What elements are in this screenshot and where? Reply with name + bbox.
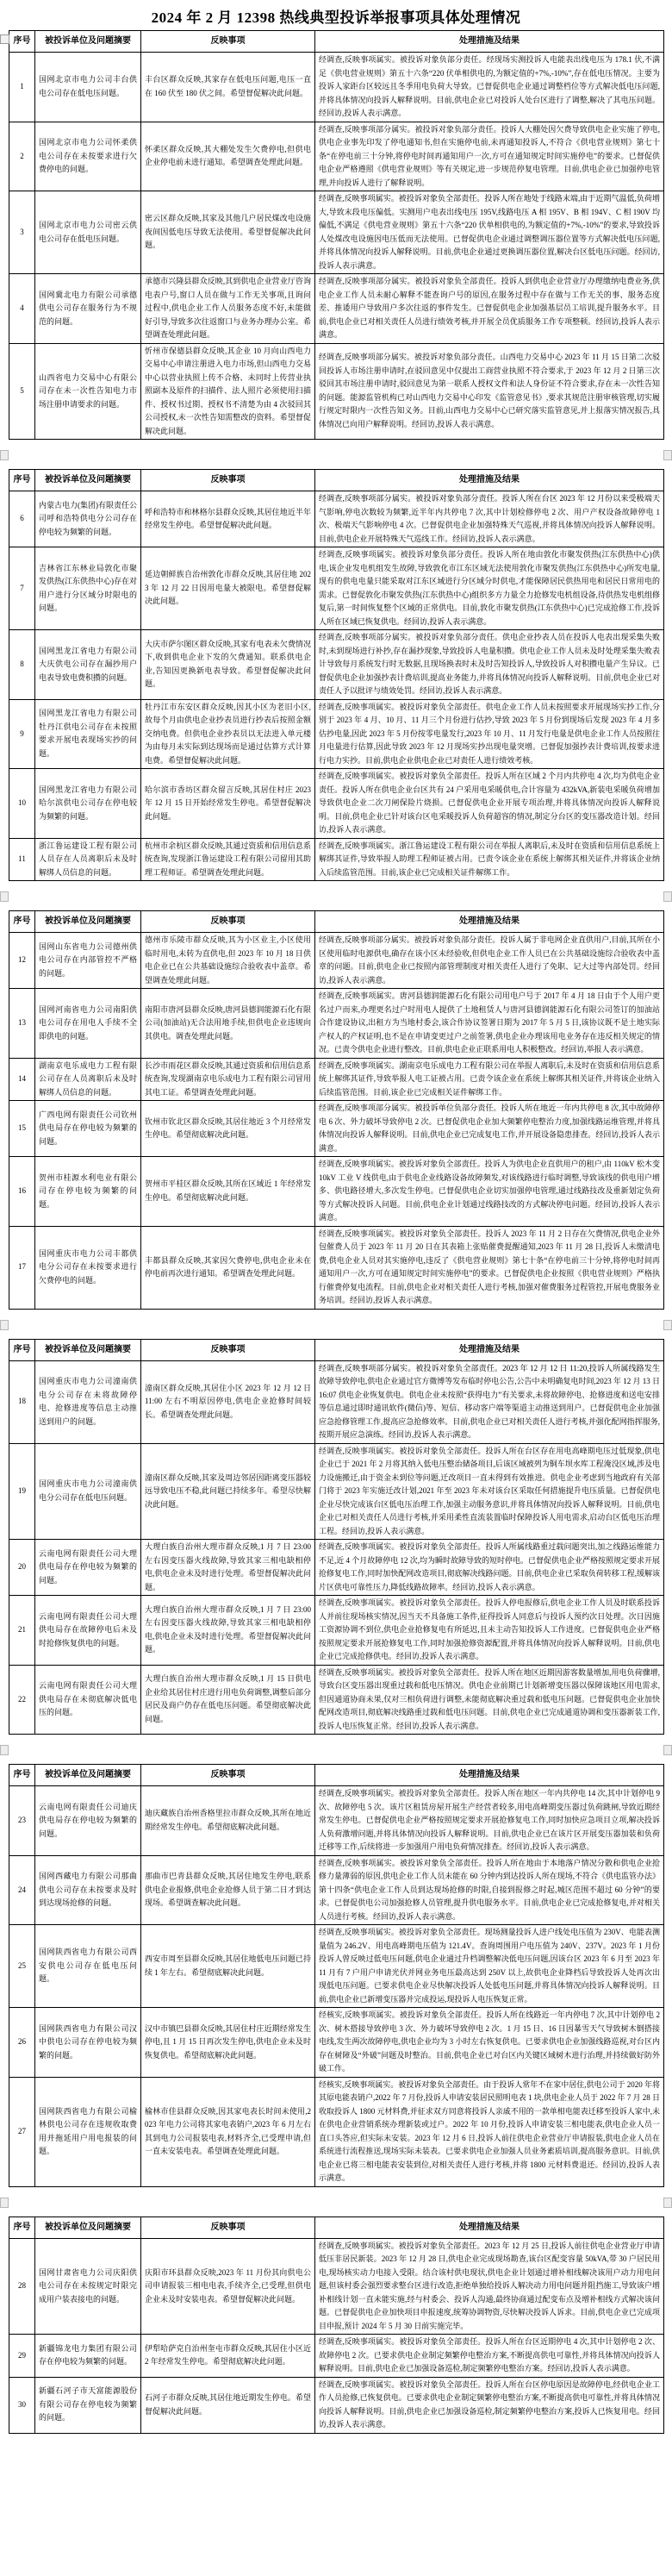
- cell-unit: 新疆锦龙电力集团有限公司存在停电较为频繁的问题。: [35, 2335, 141, 2378]
- table-row: [9, 1226, 664, 1309]
- column-header-result: 处理措施及结果: [315, 470, 664, 491]
- cell-unit: 国网黑龙江省电力有限公司牡丹江供电公司存在未按照要求开展电表现场实抄的问题。: [35, 699, 141, 769]
- cell-result: 经调查,反映事项属实。唐河县德润能源石化有限公司用电户号于 2017 年 4 月 18 日由于个人用户更名过户而来,办理更名过户时用电人提供了土地租赁人与唐河县德润能源石化有限公司签订的加油站合作建设协议,出租方为当地村委会,该合作协议签署日期为 2017 年 5 月 5 日,该协议既不是土地实际产权人的产权证明,也不是在申请变更过户之前签署,供电企业办理该用电业务存在违反相关规定的情况。已责令供电企业进行整改。目前,供电企业正联系用电人积极整改。经回访,举报人表示满意。: [315, 989, 664, 1059]
- page-break-gap: [0, 881, 672, 910]
- cell-unit: 广西电网有限责任公司钦州供电局存在停电较为频繁的问题。: [35, 1101, 141, 1157]
- cell-unit: 国网陕西省电力有限公司汉中供电公司存在停电较为频繁的问题。: [35, 2008, 141, 2078]
- table-row: [9, 838, 664, 881]
- cell-result: 经调查,反映事项属实。被投诉对象负全部责任。2023 年 12 月 25 日,投诉人前往供电企业营业厅申请低压非居民新装。2023 年 12 月 28 日,供电企业完成现场勘查,该台区配变容量 50kVA,带 30 户居民用电,现场核实动力电接入受限。结合该村供电现状,供电企业计划通过增补相线解决该用户动力用电问题,但该村委会强烈要求整台区进行改造,拒绝单独给投诉人解决动力用电问题并阻挡施工,导致该户增补相线计划一直未能实施,经与村委会、投诉人沟通,最终协商通过配变布点及增补相线方式解决该问题。已督促供电企业加快项目申报速度,统筹协调物资,尽快解决投诉人诉求。目前,供电企业已完成项目申报,预计 2024 年 5 月 30 日前实施完毕。: [315, 2238, 664, 2335]
- table-handle-artifact: [0, 34, 9, 44]
- column-header-matter: 反映事项: [141, 911, 315, 933]
- cell-unit: 国网重庆市电力公司潼南供电分公司存在未将故障停电、抢修进度等信息主动推送到用户的问题。: [35, 1360, 141, 1443]
- column-header-matter: 反映事项: [141, 470, 315, 491]
- cell-result: 经调查,反映事项部分属实。被投诉对象负部分责任。投诉人大棚处因欠费导致供电企业实施了停电,供电企业事先印发了停电通知书,但在实施停电前,未再通知投诉人,不符合《供电营业规则》第七十条“在停电前三十分钟,将停电时间再通知用户一次,方可在通知规定时间实施停电”的要求。已督促供电企业严格遵照《供电营业规则》等有关规定,进一步规范停复电管理。目前,供电企业已加强停电管理,并向投诉人进行了解释说明。: [315, 122, 664, 191]
- page-break-artifact: [663, 1745, 672, 1755]
- cell-unit: 云南电网有限责任公司大理供电局存在未彻底解决低电压的问题。: [35, 1665, 141, 1735]
- cell-unit: 贺州市桂源水利电业有限公司存在停电较为频繁的问题。: [35, 1157, 141, 1227]
- table-row: [9, 1786, 664, 1856]
- cell-unit: 云南电网有限责任公司迪庆供电局存在停电较为频繁的问题。: [35, 1786, 141, 1856]
- cell-matter: 迪庆藏族自治州香格里拉市群众反映,其所在地近期经常发生停电。希望彻底解决此问题。: [141, 1786, 315, 1856]
- column-header-result: 处理措施及结果: [315, 911, 664, 933]
- cell-matter: 承德市兴隆县群众反映,其到供电企业营业厅咨询电表户号,窗口人员在做与工作无关事项,且询问过程中,供电企业工作人员服务态度不好,未能做好引导,导致多次往返窗口与业务办理办公室。希望调查处理此问题。: [141, 274, 315, 344]
- cell-no: 3: [9, 191, 35, 274]
- cell-matter: 怀柔区群众反映,其大棚处发生欠费停电,但供电企业停电前未进行通知。希望调查处理此问题。: [141, 122, 315, 191]
- cell-result: 经调查,反映事项属实。浙江鲁运建设工程有限公司在举报人离职后,未及时在资质和信用信息系统上解绑其证件,导致举报人助理工程师证被占用。已责令该企业在系统上解绑其相关证件,并将该企业纳入后续监管范围。目前,该企业已完成相关证件解绑工作。: [315, 838, 664, 881]
- cell-result: 经调查,反映事项部分属实。被投诉对象负全部责任。投诉人到供电企业营业厅办理缴纳电费业务,供电企业工作人员未耐心解释不能查询户号的原因,在服务过程中存在做与工作无关的事、服务态度差、推诿用户导致用户多次往返的事件发生。已督促供电企业加强基层员工培训,提升服务水平。目前,供电企业已对相关责任人员进行绩效考核,并开展全员优质服务工作专项整顿。经回访,投诉人表示满意。: [315, 274, 664, 344]
- complaints-table-section: [9, 1339, 664, 1735]
- cell-matter: 那曲市巴青县群众反映,其居住地发生停电,联系供电企业报修,供电企业抢修人员于第二日才到达现场。希望调查解决此问题。: [141, 1855, 315, 1925]
- cell-unit: 国网北京市电力公司密云供电公司存在低电压问题。: [35, 191, 141, 274]
- page-break-gap: [0, 1310, 672, 1339]
- column-header-matter: 反映事项: [141, 1339, 315, 1360]
- page-break-artifact: [663, 2198, 672, 2208]
- cell-result: 经调查,反映事项属实。被投诉对象负全部责任。投诉人为供电企业直供用户的租户,由 110kV 松木变 10kV 工业 V 线供电,由于供电企业线路设备故障频发,对该线路进行临时调整,导致该线的供电用户增多、供电路径增大,多次发生停电。已督促供电企业切实加强停电管理,通过线路技改及重新划定负荷等方式解决投诉人问题。目前,供电企业计划通过线路技改的方式解决停电问题。经回访,投诉人表示满意。: [315, 1157, 664, 1227]
- cell-no: 15: [9, 1101, 35, 1157]
- cell-no: 11: [9, 838, 35, 881]
- table-row: [9, 2335, 664, 2378]
- cell-no: 18: [9, 1360, 35, 1443]
- table-row: [9, 2008, 664, 2078]
- page-break-gap: [0, 440, 672, 469]
- cell-unit: 内蒙古电力(集团)有限责任公司呼和浩特供电分公司存在停电较为频繁的问题。: [35, 491, 141, 547]
- table-row: [9, 1360, 664, 1443]
- table-row: [9, 343, 664, 440]
- cell-matter: 丰台区群众反映,其家存在低电压问题,电压一直在 160 伏至 180 伏之间。希望督促解决此问题。: [141, 53, 315, 122]
- table-row: [9, 191, 664, 274]
- cell-matter: 汉中市镇巴县群众反映,其居住村庄近期经常发生停电,且 1 月 15 日再次发生停电,供电企业未及时恢复供电。希望彻底解决此问题。: [141, 2008, 315, 2078]
- cell-no: 16: [9, 1157, 35, 1227]
- column-header-matter: 反映事项: [141, 31, 315, 53]
- column-header-no: 序号: [9, 2216, 35, 2238]
- table-row: [9, 1443, 664, 1540]
- cell-result: 经调查,反映事项属实。被投诉对象负全部责任。投诉人所在地区近期因游客数量增加,用电负荷骤增,导致台区变压器出现重过载和低电压情况。供电企业前期已计划新增变压器以保障该地区用电需求,但因通道协商未果,仅对三相负荷进行调整,未能彻底解决重过载和低电压问题。已督促供电企业加快配网改造项目,彻底解决线路重过载和低电压问题。目前,供电企业已完成通道协调和变压器新装工作,投诉人电压恢复正常。经回访,投诉人表示满意。: [315, 1665, 664, 1735]
- cell-matter: 潼南区群众反映,其家及周边邻居因距离变压器较远导致电压不稳,此问题已持续多年。希望尽快解决此问题。: [141, 1443, 315, 1540]
- column-header-unit: 被投诉单位及问题摘要: [35, 470, 141, 491]
- page-break-artifact: [663, 891, 672, 902]
- cell-matter: 呼和浩特市和林格尔县群众反映,其居住地近半年经常发生停电。希望督促解决此问题。: [141, 491, 315, 547]
- table-row: [9, 53, 664, 122]
- column-header-matter: 反映事项: [141, 1765, 315, 1786]
- cell-result: 经调查,反映事项部分属实。被投诉对象负部分责任。供电企业抄表人员在投诉人电表出现采集失败时,未到现场进行补抄,存在漏抄现象,导致投诉人电量积攒。供电企业工作人员未及时处理采集失败表计导致每月系统发行时无数据,且现场换表时未及时告知投诉人,导致投诉人对积攒电量产生异议。已督促供电企业加强抄表计费培训,提高业务能力,并将具体情况向投诉人解释说明。目前,供电企业已对责任人予以批评与绩效处罚。经回访,投诉人表示满意。: [315, 630, 664, 700]
- cell-matter: 牡丹江市东安区群众反映,因其小区为老旧小区,故每个月由供电企业抄表员进行抄表后按照金额交纳电费。但供电企业抄表员以无法进入单元楼为由每月未实际到达现场而是通过估算方式计算电费。希望督促解决此问题。: [141, 699, 315, 769]
- page-break-artifact: [0, 1745, 9, 1755]
- cell-unit: 浙江鲁运建设工程有限公司人员存在人员离职后未及时解绑人员信息的问题。: [35, 838, 141, 881]
- cell-result: 经调查,反映事项属实。被投诉对象负全部责任。投诉人所在区域 2 个月内共停电 4 次,均为供电企业责任。投诉人所在供电企业台区共有 24 户采用电采暖供电,合计容量为 432kVA,新装电采暖负荷增加导致供电企业二次刀闸保险片烧损。已督促供电企业开展专项治理,并将具体情况向投诉人解释说明。目前,供电企业已针对该台区电采暖投诉人负荷超容的情况,制定分台区的变压器改造计划。经回访,投诉人表示满意。: [315, 769, 664, 839]
- cell-no: 19: [9, 1443, 35, 1540]
- page-break-gap: [0, 2187, 672, 2216]
- cell-matter: 杭州市余杭区群众反映,其通过资质和信用信息系统查询,发现浙江鲁运建设工程有限公司留用其助理工程师证。希望调查处理此问题。: [141, 838, 315, 881]
- cell-matter: 石河子市群众反映,其居住地近期发生停电。希望督促解决此问题。: [141, 2377, 315, 2433]
- cell-unit: 国网河南省电力公司南阳供电公司存在用电人手续不全即供电的问题。: [35, 989, 141, 1059]
- table-row: [9, 1540, 664, 1596]
- column-header-result: 处理措施及结果: [315, 2216, 664, 2238]
- column-header-no: 序号: [9, 470, 35, 491]
- table-row: [9, 2238, 664, 2335]
- cell-result: 经调查,反映事项属实。被投诉对象负全部责任。投诉人所在台区停电原因是故障停电,经供电企业工作人员抢修,已恢复供电。已要求供电企业制定频繁停电整治方案,不断提高供电可靠性,并将具体情况向投诉人解释说明。目前,供电企业已加强设备巡检,制定频繁停电整治方案,投诉人已恢复用电。经回访,投诉人表示满意。: [315, 2377, 664, 2433]
- table-row: [9, 547, 664, 630]
- cell-result: 经调查,反映事项属实。被投诉对象负全部责任。投诉人所在地处于线路末端,由于近期气温低,负荷增大,导致末段电压偏低。实测用户电表出线电压 195V,线路电压 A 相 195V、B 相 194V、C 相 190V 均偏低,不满足《供电营业规则》第五十六条“220 伏单相供电的,为额定值的+7%,-10%”的要求,导致投诉人处煤改电设施因电压低而无法使用。已督促供电企业通过调整调压器位置等方式解决低电压问题,并将具体情况向投诉人解释说明。目前,供电企业通过更换调压器位置,解决台区低电压问题。经回访,投诉人表示满意。: [315, 191, 664, 274]
- cell-unit: 国网重庆市电力公司潼南供电分公司存在低电压问题。: [35, 1443, 141, 1540]
- cell-matter: 忻州市保德县群众反映,其企业 10 月向山西电力交易中心申请注册进入电力市场,但山西电力交易中心以营业执照上传不合格、未同时上传营业执照副本及原件的扫描件、法人照片必须使用扫描件、授权书过期、授权书不清楚为由 4 次驳回其公司授权,未一次性告知需整改的资料。希望督促解决此问题。: [141, 343, 315, 440]
- cell-result: 经调查,反映事项属实。被投诉对象负全部责任。投诉人所在地由于本地落户情况分散和供电企业抢修力量薄弱的原因,供电企业工作人员未能在 60 分钟内到达投诉人所在现场,不符合《供电监管办法》第十四条“供电企业工作人员到达现场抢修的时限,自接到报修之时起,城区范围不超过 60 分钟”的要求。已督促供电公司加强抢修人员管理,提升供电服务水平。目前,供电企业已完成抢修复电,并对相关人员进行考核。经回访,投诉人表示满意。: [315, 1855, 664, 1925]
- column-header-no: 序号: [9, 911, 35, 933]
- cell-matter: 伊犁哈萨克自治州奎屯市群众反映,其居住小区近 2 年经常发生停电。希望彻底解决此问题。: [141, 2335, 315, 2378]
- cell-unit: 国网山东省电力公司德州供电公司存在内部管控不严格的问题。: [35, 933, 141, 989]
- cell-no: 14: [9, 1058, 35, 1101]
- cell-no: 12: [9, 933, 35, 989]
- cell-unit: 国网重庆市电力公司丰都供电分公司存在未按要求进行欠费停电的问题。: [35, 1226, 141, 1309]
- cell-matter: 丰都县群众反映,其家因欠费停电,供电企业未在停电前再次进行通知。希望调查处理此问题。: [141, 1226, 315, 1309]
- column-header-result: 处理措施及结果: [315, 1339, 664, 1360]
- cell-matter: 贺州市平桂区群众反映,其所在区域近 1 年经常发生停电。希望彻底解决此问题。: [141, 1157, 315, 1227]
- complaints-table-section: [9, 469, 664, 881]
- table-row: [9, 769, 664, 839]
- page-title: 2024 年 2 月 12398 热线典型投诉举报事项具体处理情况: [151, 9, 521, 26]
- cell-unit: 湖南京电乐成电力工程有限公司存在人员离职后未及时解绑人员信息的问题。: [35, 1058, 141, 1101]
- table-header-row: [9, 911, 664, 933]
- cell-matter: 钦州市钦北区群众反映,其居住地近 3 个月经常发生停电。希望彻底解决此问题。: [141, 1101, 315, 1157]
- cell-unit: 国网北京市电力公司怀柔供电公司存在未按要求进行欠费停电的问题。: [35, 122, 141, 191]
- page-break-artifact: [663, 1320, 672, 1330]
- column-header-unit: 被投诉单位及问题摘要: [35, 2216, 141, 2238]
- cell-no: 1: [9, 53, 35, 122]
- cell-no: 29: [9, 2335, 35, 2378]
- cell-unit: 国网黑龙江省电力有限公司大庆供电公司存在漏抄用户电表导致电费积攒的问题。: [35, 630, 141, 700]
- page-break-artifact: [663, 450, 672, 460]
- table-header-row: [9, 31, 664, 53]
- cell-no: 24: [9, 1855, 35, 1925]
- cell-unit: 国网陕西省电力有限公司榆林供电公司存在违规收取费用并拖延用户用电报装的问题。: [35, 2077, 141, 2186]
- cell-matter: 大理白族自治州大理市群众反映,1 月 7 日 23:00 左右因变压器火线故障,导致其家三相电缺相停电,供电企业未及时进行处理。希望督促解决此问题。: [141, 1540, 315, 1596]
- cell-result: 经调查,反映事项部分属实。被投诉单位负部分责任。投诉人所在地近一年内共停电 8 次,其中故障停电 6 次、外力破坏导致停电 2 次。已督促供电企业加大频繁停电整治力度,加强线路运维管理,并将具体情况向投诉人解释说明。目前,供电企业已完成复电工作,并开展设备隐患排查。经回访,投诉人表示满意。: [315, 1101, 664, 1157]
- cell-unit: 山西省电力交易中心有限公司存在未一次性告知电力市场注册申请要求的问题。: [35, 343, 141, 440]
- table-header-row: [9, 1765, 664, 1786]
- cell-no: 27: [9, 2077, 35, 2186]
- cell-no: 17: [9, 1226, 35, 1309]
- table-header-row: [9, 1339, 664, 1360]
- cell-matter: 大理白族自治州大理市群众反映,1 月 15 日供电企业给其居住村庄进行用电负荷调整,调整后部分居民及商户仍存在低电压问题。希望彻底解决此问题。: [141, 1665, 315, 1735]
- column-header-no: 序号: [9, 1339, 35, 1360]
- cell-unit: 吉林省江东林业局敦化市聚发供热(江东供热中心)存在对用户进行分区域分时限电的问题。: [35, 547, 141, 630]
- column-header-matter: 反映事项: [141, 2216, 315, 2238]
- table-row: [9, 274, 664, 344]
- cell-unit: 新疆石河子市天富能源股份有限公司存在停电较为频繁的问题。: [35, 2377, 141, 2433]
- cell-result: 经调查,反映事项部分属实。被投诉对象负部分责任。山西电力交易中心 2023 年 11 月 15 日第二次驳回投诉人市场注册申请时,在驳回意见中仅提出工商营业执照不符合要求,于 2023 年 12 月 2 日第三次驳回其市场注册申请时,驳回意见为第一联系人授权文件和法人身份证不符合要求,存在未一次性告知的问题。能源监管机构已对山西电力交易中心印发《监管意见书》,要求其规范注册审核管理,切实履行规定时限内一次性告知义务。目前,山西电力交易中心已研究落实监管意见,并上报落实情况报告,具体情况已向用户解释说明。经回访,投诉人表示满意。: [315, 343, 664, 440]
- table-row: [9, 630, 664, 700]
- cell-no: 20: [9, 1540, 35, 1596]
- column-header-unit: 被投诉单位及问题摘要: [35, 1339, 141, 1360]
- cell-matter: 南阳市唐河县群众反映,唐河县德润能源石化有限公司(加油站)无合法用地手续,但供电企业违规向其供电。调查处理此问题。: [141, 989, 315, 1059]
- column-header-unit: 被投诉单位及问题摘要: [35, 1765, 141, 1786]
- column-header-no: 序号: [9, 31, 35, 53]
- cell-unit: 国网西藏电力有限公司那曲供电公司存在未按要求及时到达现场抢修的问题。: [35, 1855, 141, 1925]
- cell-matter: 哈尔滨市香坊区群众留言反映,其居住村庄 2023 年 12 月 15 日开始经常发生停电。希望督促解决此问题。: [141, 769, 315, 839]
- table-row: [9, 1665, 664, 1735]
- cell-unit: 国网北京市电力公司丰台供电公司存在低电压问题。: [35, 53, 141, 122]
- cell-result: 经调查,反映事项属实。被投诉对象负全部责任。投诉人所属线路重过载问题突出,加之线路运维能力不足,近 4 个月故障停电 12 次,均为瞬时故障导致的短时停电。已督促供电企业严格按照规定要求开展抢修复电工作,同时加快配网改造项目,彻底解决线路问题。目前,供电企业已采取负荷转移工程,缓解该片区供电可靠性压力,降低线路故障率。经回访,投诉人表示满意。: [315, 1540, 664, 1596]
- cell-matter: 西安市周至县群众反映,其居住地低电压问题已持续 1 年左右。希望彻底解决此问题。: [141, 1925, 315, 2008]
- cell-no: 8: [9, 630, 35, 700]
- complaints-table-section: [9, 30, 664, 440]
- cell-unit: 国网甘肃省电力公司庆阳供电公司存在未按规定时限完成用户装表接电的问题。: [35, 2238, 141, 2335]
- complaints-table-section: [9, 2216, 664, 2434]
- cell-no: 23: [9, 1786, 35, 1856]
- cell-no: 30: [9, 2377, 35, 2433]
- table-row: [9, 699, 664, 769]
- table-row: [9, 1101, 664, 1157]
- column-header-no: 序号: [9, 1765, 35, 1786]
- table-header-row: [9, 2216, 664, 2238]
- table-row: [9, 1157, 664, 1227]
- cell-result: 经调查,反映事项属实。被投诉对象负全部责任。投诉人停电报修后,供电企业工作人员及时联系投诉人并前往现场核实情况,因当天不具备施工条件,征得投诉人同意后与投诉人预约次日处理。次日因施工资源协调不到位,供电企业抢修复电有所延迟,且未主动告知投诉人工作进度。已督促供电企业严格按照规定要求开展抢修复电工作,同时加强抢修资源配置,并将具体情况向投诉人解释说明。目前,供电企业已完成抢修供电。经回访,投诉人表示满意。: [315, 1596, 664, 1666]
- page-break-artifact: [0, 2198, 9, 2208]
- cell-result: 经调查,反映事项属实。被投诉对象负全部责任。投诉人所在地区一年内共停电 14 次,其中计划停电 9 次、故障停电 5 次。该片区租赁房屋开展生产经营者较多,用电高峰期变压器过负荷跳闸,导致近期经常发生停电。已督促供电企业严格按照规定要求开展抢修复电工作,同时加快应急项目立项,解决投诉人负荷激增问题,并将具体情况向投诉人解释说明。目前,供电企业已在该片区开展变压器加装和负荷迁移等工作,后续将进一步加强用户用电负荷情况排查。经回访,投诉人表示满意。: [315, 1786, 664, 1856]
- cell-no: 9: [9, 699, 35, 769]
- cell-no: 26: [9, 2008, 35, 2078]
- cell-result: 经调查,反映事项部分属实。被投诉对象负部分责任。投诉人属于非电网企业直供用户,目前,其所在小区使用临时电源供电,确存在该小区未经验收,但供电企业工作人员已在公共基础设施综合验收表中盖章的问题。目前,供电企业已按照内部管理制度对相关责任人进行了免职、记大过等内部处罚。经回访,投诉人表示满意。: [315, 933, 664, 989]
- page-break-artifact: [0, 891, 9, 902]
- cell-no: 21: [9, 1596, 35, 1666]
- cell-no: 6: [9, 491, 35, 547]
- cell-no: 28: [9, 2238, 35, 2335]
- column-header-unit: 被投诉单位及问题摘要: [35, 911, 141, 933]
- table-row: [9, 1058, 664, 1101]
- cell-no: 5: [9, 343, 35, 440]
- document-page: [0, 5, 672, 2434]
- column-header-result: 处理措施及结果: [315, 31, 664, 53]
- column-header-unit: 被投诉单位及问题摘要: [35, 31, 141, 53]
- cell-result: 经调查,反映事项属实。被投诉对象负全部责任。现场测量投诉人进户线处电压值为 230V、电能表测量值为 246.2V、用电高峰期电压值为 121.4V。查询周围用户电压值为 240V、237V。2023 年 1 月份投诉人曾反映过低电压问题,供电企业通过升档调整解决低电压问题,因该台区 2023 年 6 月至 2023 年 11 月有 7 户用户申请光伏并网业务电压最高达到 250V 以上,故供电企业降档后导致投诉人处再次出现低电压问题。已要求供电企业尽快解决投诉人处低电压问题,并将具体情况向投诉人解释说明。目前,供电企业已新增变压器并完成投运,现投诉人电压恢复正常。: [315, 1925, 664, 2008]
- table-row: [9, 2377, 664, 2433]
- cell-unit: 国网陕西省电力有限公司西安供电公司存在低电压问题。: [35, 1925, 141, 2008]
- cell-no: 10: [9, 769, 35, 839]
- cell-matter: 榆林市佳县群众反映,因其家电表长时间未使用,2023 年电力公司将其家电表销户,2023 年 6 月左右其到电力公司报装电表,材料齐全,已受理申请,但一直未安装电表。希望调查处理此问题。: [141, 2077, 315, 2186]
- complaints-table-section: [9, 910, 664, 1310]
- table-sections-container: [0, 30, 672, 2434]
- page-break-gap: [0, 1735, 672, 1764]
- cell-no: 22: [9, 1665, 35, 1735]
- cell-result: 经调查,反映事项属实。被投诉对象负全部责任。投诉人所在台区存在用电高峰期电压过低现象,供电企业已于 2021 年 2 月将其纳入低电压整治储备项目,后该区域被列为铜车坝水库工程淹没区域,涉及电力设施搬迁,由于资金未到位等问题,迁改项目一直未得到有效推进。供电企业考虑到当地政府有关部门将于 2023 年实施迁改计划,2021 年至 2023 年未对该台区采取任何措施提升电压质量。已督促供电企业尽快完成该台区低电压治理工作,加强主动服务意识,并将具体情况向投诉人解释说明。目前,供电企业已对相关责任人员进行考核,并采用柔性直流装置临时保障投诉人用电需求,启动台区低电压治理工程。经回访,投诉人表示满意。: [315, 1443, 664, 1540]
- table-row: [9, 1596, 664, 1666]
- cell-result: 经调查,反映事项部分属实。被投诉对象负部分责任。投诉人所在台区 2023 年 12 月份以来受极端天气影响,停电次数较为频繁,近半年内共停电 7 次,其中计划检修停电 2 次、用户产权设备故障停电 1 次、极端天气影响停电 4 次。已督促供电企业加强特殊天气巡视,并将具体情况向投诉人解释说明。目前,供电企业开展特殊天气巡线工作。经回访,投诉人表示满意。: [315, 491, 664, 547]
- cell-matter: 大理白族自治州大理市群众反映,1 月 7 日 23:00 左右因变压器火线故障,导致其家三相电缺相停电,供电企业未及时进行处理。希望督促解决此问题。: [141, 1596, 315, 1666]
- cell-result: 经核实,反映事项属实。被投诉对象负全部责任。投诉人所在线路近一年内停电 7 次,其中计划停电 2 次、树木搭接导致停电 3 次、外力破坏导致停电 2 次。1 月 15 日、16 日因暴雪天气导致树木倒搭接电线,发生两次故障停电,供电企业均为 3 小时左右恢复供电。已要求供电企业加强线路巡视,对台区内存在树障及“外破”问题及时整治。目前,供电企业已对台区内关键区域树木进行治理,并持续做好防外破工作。: [315, 2008, 664, 2078]
- cell-result: 经调查,反映事项属实。被投诉对象负部分责任。经现场实测投诉人电能表出线电压为 178.1 伏,不满足《供电营业规则》第五十六条“220 伏单相供电的,为额定值的+7%,-10%”,存在低电压情况。主要为投诉人家距台区较远且冬季用电负荷大导致。已督促供电企业通过调整档位等方式解决低电压问题,并将具体情况向投诉人解释说明。目前,供电企业已对投诉人处台区进行了调整,解决了其电压问题。经回访,投诉人表示满意。: [315, 53, 664, 122]
- table-row: [9, 989, 664, 1059]
- cell-matter: 大庆市萨尔图区群众反映,其家有电表未欠费情况下,收到供电企业下发的欠费通知。联系供电企业,告知因更换新电表导致。希望督促解决此问题。: [141, 630, 315, 700]
- cell-matter: 密云区群众反映,其家及其他几户居民煤改电设施夜间因低电压导致无法使用。希望督促解决此问题。: [141, 191, 315, 274]
- page-break-artifact: [0, 1320, 9, 1330]
- cell-unit: 云南电网有限责任公司大理供电局存在停电较为频繁的问题。: [35, 1540, 141, 1596]
- table-header-row: [9, 470, 664, 491]
- cell-matter: 潼南区群众反映,其居住小区 2023 年 12 月 12 日 11:00 左右不明原因停电,供电企业抢修时间较长。希望调查处理此问题。: [141, 1360, 315, 1443]
- cell-unit: 国网黑龙江省电力有限公司哈尔滨供电公司存在停电较为频繁的问题。: [35, 769, 141, 839]
- cell-result: 经调查,反映事项属实。被投诉对象负全部责任。投诉人 2023 年 11 月 2 日存在欠费情况,供电企业外包催费人员于 2023 年 11 月 20 日在其表箱上张贴催费提醒通知,2023 年 11 月 28 日,投诉人未缴清电费,供电企业人员对其实施停电,违反了《供电营业规则》第七十条“在停电前三十分钟,将停电时间再通知用户一次,方可在通知规定时间实施停电”的要求。已督促供电企业按照《供电营业规则》严格执行催费停复电流程。目前,供电企业对相关责任人进行考核,加强对催费服务过程管控,开展电费服务业务培训。经回访,投诉人表示满意。: [315, 1226, 664, 1309]
- table-row: [9, 1925, 664, 2008]
- table-row: [9, 491, 664, 547]
- complaints-table-section: [9, 1764, 664, 2187]
- cell-no: 4: [9, 274, 35, 344]
- table-row: [9, 2077, 664, 2186]
- page-break-artifact: [0, 450, 9, 460]
- cell-matter: 长沙市雨花区群众反映,其通过资质和信用信息系统查询,发现湖南京电乐成电力工程有限公司冒用其电工证。希望调查处理此问题。: [141, 1058, 315, 1101]
- table-row: [9, 933, 664, 989]
- cell-matter: 德州市乐陵市群众反映,其为小区业主,小区使用临时用电,未转为直供电,但 2023 年 10 月 18 日供电企业已在公共基础设施综合验收表中盖章。希望调查处理此问题。: [141, 933, 315, 989]
- cell-result: 经调查,反映事项属实。被投诉对象负全部责任。投诉人所在台区近期停电 4 次,其中计划停电 2 次、故障停电 2 次。已要求供电企业制定频繁停电整治方案,不断提高供电可靠性,并将具体情况向投诉人解释说明。目前,供电企业已加强设备巡检,制定频繁停电整治方案。经回访,投诉人表示满意。: [315, 2335, 664, 2378]
- cell-result: 经调查,反映事项属实。湖南京电乐成电力工程有限公司在举报人离职后,未及时在资质和信用信息系统上解绑其证件,导致举报人电工证被占用。已责令该企业在系统上解绑其相关证件,并将该企业纳入后续监管范围。目前,该企业已完成相关证件解绑工作。: [315, 1058, 664, 1101]
- cell-no: 13: [9, 989, 35, 1059]
- cell-matter: 延边朝鲜族自治州敦化市群众反映,其居住地 2023 年 12 月 22 日因用电量大被限电。希望督促解决此问题。: [141, 547, 315, 630]
- table-row: [9, 1855, 664, 1925]
- cell-matter: 庆阳市环县群众反映,2023 年 11 月份其向供电公司申请报装三相电电表,手续齐全,已受理,但供电企业未及时安装电表。希望督促解决此问题。: [141, 2238, 315, 2335]
- cell-result: 经调查,反映事项属实。被投诉对象负全部责任。供电企业工作人员未按照要求开展现场实抄工作,分别于 2023 年 4 月、10 月、11 月三个月份进行估抄,导致 2023 年 5 月份到现场后发现 2023 年 4 月多估抄电量,因此 2023 年 5 月份按零电量发行,2023 年 10 月、11 月发行电量是供电企业工作人员按照往月电量进行估算,因此导致 2023 年 12 月现场实抄出现电量突增。已督促加强抄表计费培训,按要求进行电力实抄。目前,供电企业供电企业已对责任人进行绩效考核。: [315, 699, 664, 769]
- cell-unit: 国网冀北电力有限公司承德供电公司存在服务行为不规范的问题。: [35, 274, 141, 344]
- cell-no: 7: [9, 547, 35, 630]
- cell-unit: 云南电网有限责任公司大理供电局存在故障停电后未及时抢修恢复供电的问题。: [35, 1596, 141, 1666]
- cell-result: 经调查,反映事项属实。被投诉对象负部分责任。投诉人所在地由敦化市聚发供热(江东供热中心)供电,该企业发电机组发生故障,导致敦化市江东区域无法使用敦化市聚发供热(江东供热中心)所发电量,现有的供电电量只能采取对江东区域进行分区域分时供电,才能保障居民供热用电和居民日常用电的需求。已督促敦化市聚发供热(江东供热中心)组织多方力量全力抢修发电机组设备,待供热发电机组修复后,第一时间恢复整个区域的正常供电。目前,敦化市聚发供热(江东供热中心)已完成抢修工作,投诉人所在区域已恢复供电。经回访,投诉人表示满意。: [315, 547, 664, 630]
- table-row: [9, 122, 664, 191]
- cell-no: 2: [9, 122, 35, 191]
- cell-no: 25: [9, 1925, 35, 2008]
- cell-result: 经调查,反映事项部分属实。被投诉对象负全部责任。2023 年 12 月 12 日 11:20,投诉人所属线路发生故障导致停电,供电企业通过官方微博等发布临时停电公告,公告中未明确复电时间,2023 年 12 月 13 日 16:07 供电企业恢复供电。供电企业未按照“获得电力”有关要求,未将故障停电、抢修进度和送电安排等信息通过即时通讯软件(微信)等、短信、移动客户端等渠道主动推送到用户。已督促供电企业加强应急抢修管理工作,提高应急抢修效率。目前,供电企业已对相关责任人进行考核,并强化配网指挥服务,按期开展应急演练。经回访,投诉人表示满意。: [315, 1360, 664, 1443]
- cell-result: 经核实,反映事项属实。被投诉对象负全部责任。由于投诉人常年不在家中居住,供电公司于 2020 年将其原电能表销户,2022 年 7 月份,投诉人申请安装居民照明电表 1 块,供电企业人员于 2022 年 7 月 28 日收取投诉人 1800 元材料费,并征求双方同意将投诉人亲戚不用的一款单相电能表迁移至投诉人家中,未在供电企业营销系统办理新装或过户。2022 年 10 月份,投诉人申请安装三相电能表,供电企业人员一直口头答应,但实际未安装。2023 年 12 月 6 日,投诉人前往供电企业营业厅申请报装,供电企业人员在系统进行流程推送,现场实际未装表。已要求供电企业加强人员业务素质培训,提高服务意识。目前,供电企业已将三相电能表安装到位,对相关责任人进行考核,并将 1800 元材料费退还。经回访,投诉人表示满意。: [315, 2077, 664, 2186]
- column-header-result: 处理措施及结果: [315, 1765, 664, 1786]
